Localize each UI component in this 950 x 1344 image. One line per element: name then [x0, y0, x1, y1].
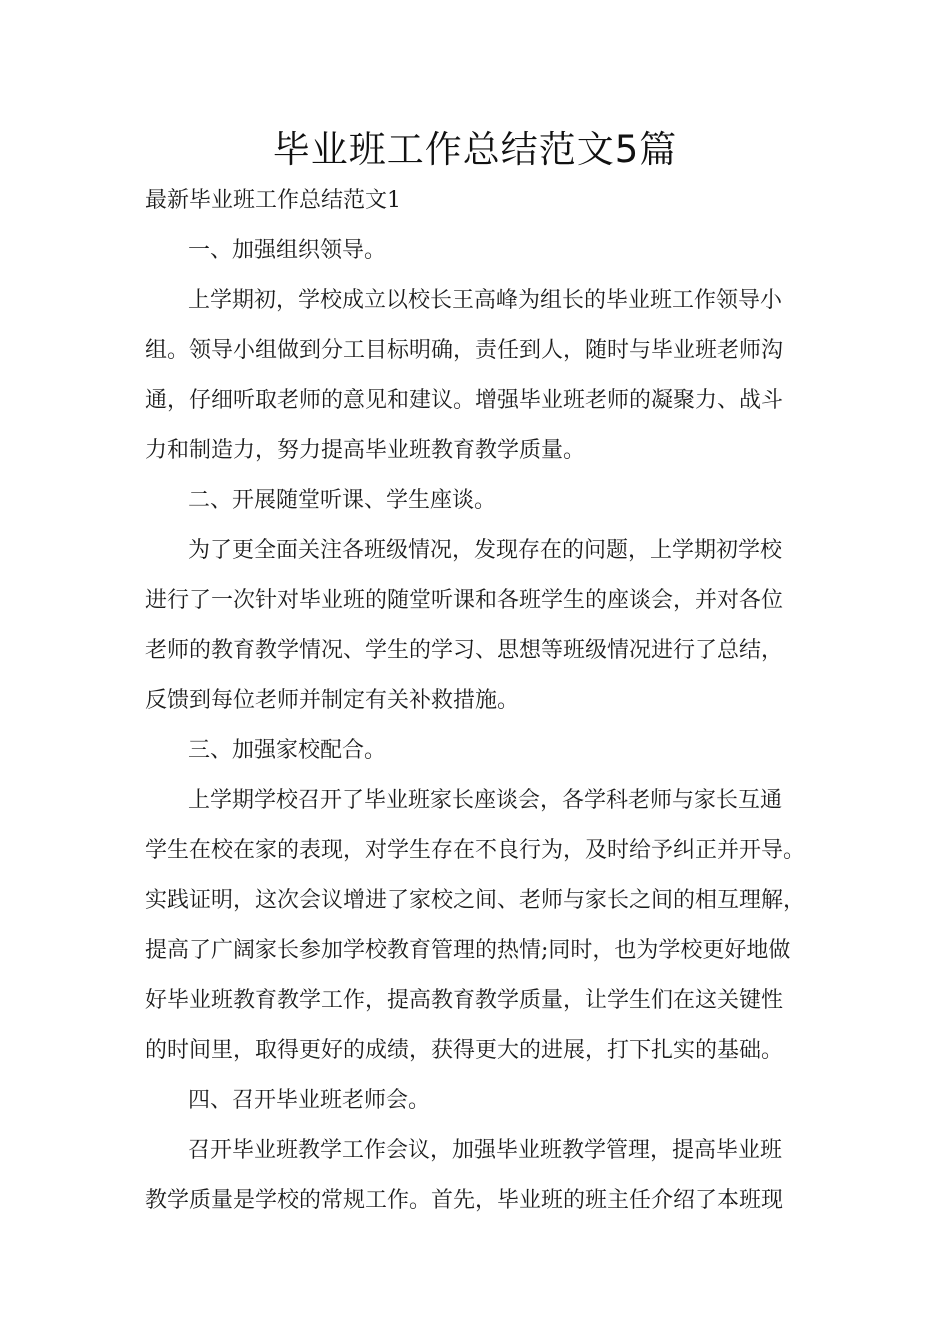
- paragraph-line: 老师的教育教学情况、学生的学习、思想等班级情况进行了总结，: [145, 638, 784, 663]
- paragraph-line: 进行了一次针对毕业班的随堂听课和各班学生的座谈会，并对各位: [145, 588, 784, 613]
- paragraph-line: 上学期学校召开了毕业班家长座谈会，各学科老师与家长互通: [188, 788, 783, 813]
- paragraph-line: 组。领导小组做到分工目标明确，责任到人，随时与毕业班老师沟: [145, 338, 784, 363]
- paragraph-line: 好毕业班教育教学工作，提高教育教学质量，让学生们在这关键性: [145, 988, 784, 1013]
- section-heading: 二、开展随堂听课、学生座谈。: [188, 488, 497, 513]
- paragraph-line: 提高了广阔家长参加学校教育管理的热情;同时，也为学校更好地做: [145, 938, 791, 963]
- section-heading: 三、加强家校配合。: [188, 738, 387, 763]
- paragraph-line: 为了更全面关注各班级情况，发现存在的问题，上学期初学校: [188, 538, 783, 563]
- paragraph-line: 反馈到每位老师并制定有关补救措施。: [145, 688, 520, 713]
- paragraph-line: 力和制造力，努力提高毕业班教育教学质量。: [145, 438, 586, 463]
- paragraph-line: 的时间里，取得更好的成绩，获得更大的进展，打下扎实的基础。: [145, 1038, 784, 1063]
- paragraph-line: 实践证明，这次会议增进了家校之间、老师与家长之间的相互理解，: [145, 888, 806, 913]
- paragraph-line: 学生在校在家的表现，对学生存在不良行为，及时给予纠正并开导。: [145, 838, 806, 863]
- paragraph-line: 上学期初，学校成立以校长王高峰为组长的毕业班工作领导小: [188, 288, 783, 313]
- section-heading: 四、召开毕业班老师会。: [188, 1088, 431, 1113]
- section-heading: 一、加强组织领导。: [188, 238, 387, 263]
- paragraph-line: 召开毕业班教学工作会议，加强毕业班教学管理，提高毕业班: [188, 1138, 783, 1163]
- document-subtitle: 最新毕业班工作总结范文1: [145, 188, 401, 213]
- paragraph-line: 教学质量是学校的常规工作。首先，毕业班的班主任介绍了本班现: [145, 1188, 784, 1213]
- document-title: 毕业班工作总结范文5篇: [272, 128, 678, 171]
- paragraph-line: 通，仔细听取老师的意见和建议。增强毕业班老师的凝聚力、战斗: [145, 388, 784, 413]
